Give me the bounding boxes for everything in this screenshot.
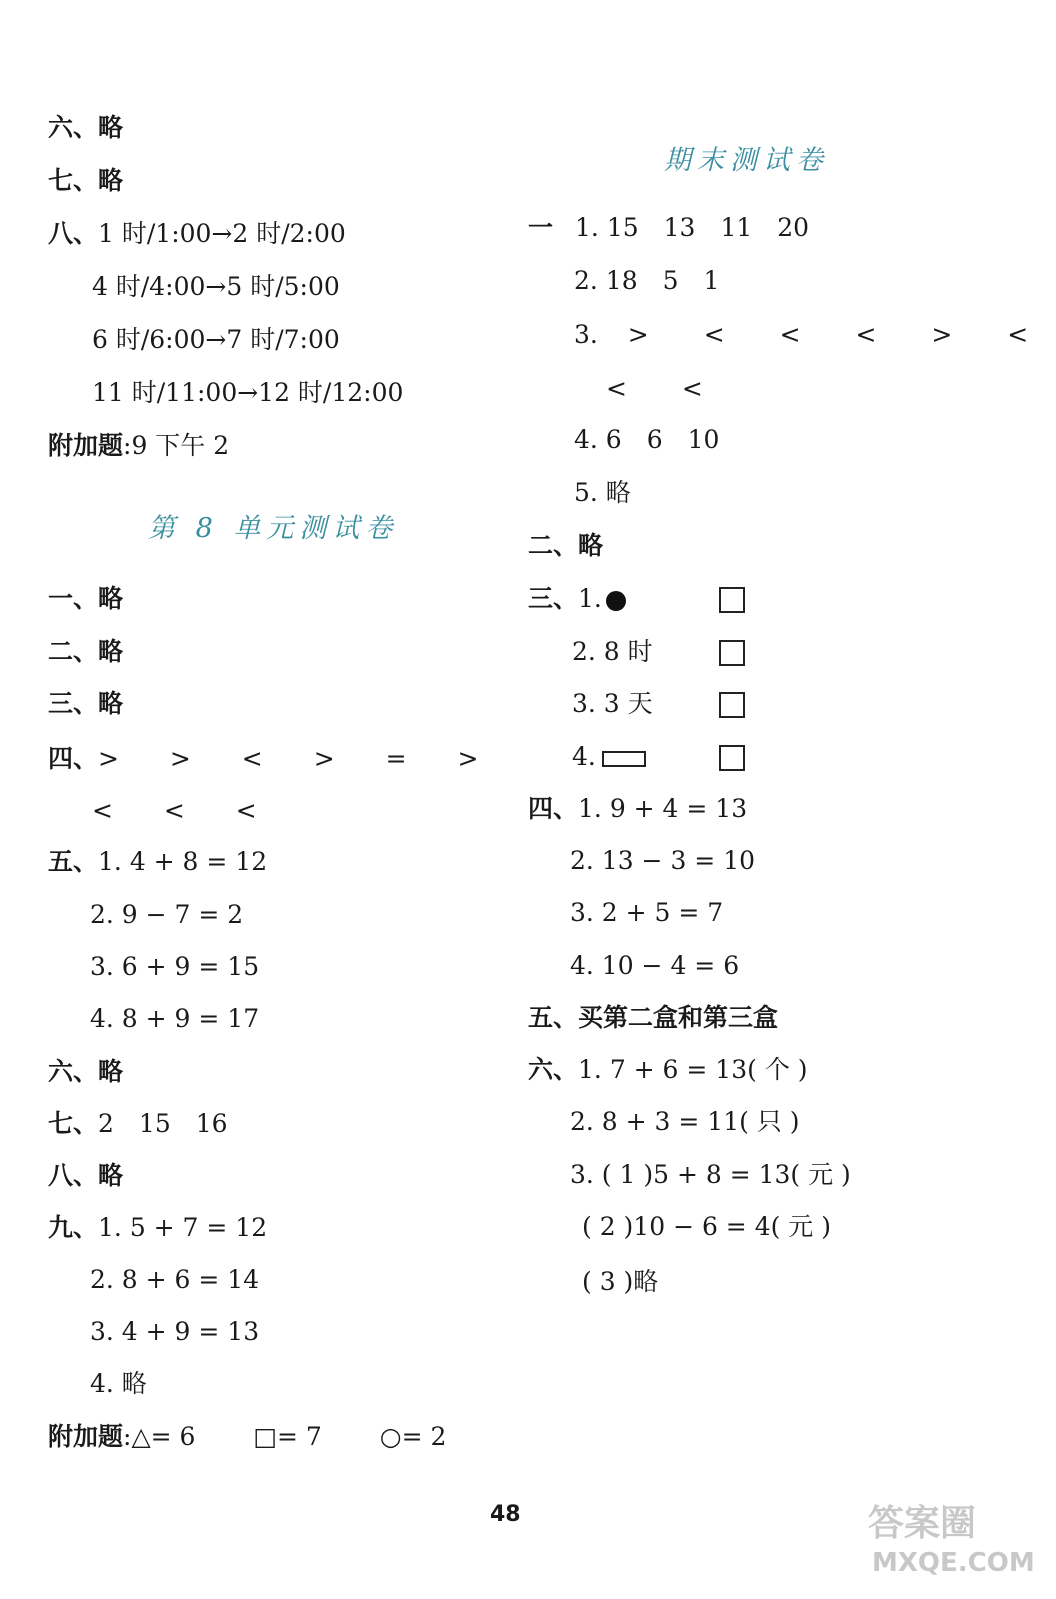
answer-line: 3. 2 + 5 = 7: [570, 898, 724, 927]
extra-question-line: 附加题:△= 6 □= 7 ○= 2: [48, 1422, 447, 1451]
section-title-final: 期末测试卷: [664, 145, 829, 176]
answer-line: 2. 18 5 1: [574, 266, 720, 295]
answer-line: 3. > < < < > <: [574, 320, 1029, 349]
watermark-logo: 答案圈: [868, 1503, 977, 1544]
answer-line: 八、1 时/1:00→2 时/2:00: [48, 219, 346, 248]
answer-line: ( 3 )略: [582, 1267, 659, 1296]
answer-line: 四、> > < > = >: [48, 744, 479, 773]
square-box-icon: [719, 745, 745, 771]
answer-line: 2. 8 + 3 = 11( 只 ): [570, 1107, 800, 1136]
watermark-url: MXQE.COM: [872, 1548, 1035, 1578]
answer-line: 2. 13 − 3 = 10: [570, 846, 756, 875]
answer-line: 七、略: [48, 166, 124, 195]
square-box-icon: [719, 640, 745, 666]
answer-line: 九、1. 5 + 7 = 12: [48, 1213, 268, 1242]
answer-line: 七、2 15 16: [48, 1109, 228, 1138]
answer-line: < <: [606, 374, 703, 403]
answer-line: 一、略: [48, 584, 124, 613]
answer-line: 六、略: [48, 113, 124, 142]
answer-line: 11 时/11:00→12 时/12:00: [92, 378, 404, 407]
answer-line: 三、略: [48, 689, 124, 718]
rectangle-icon: [602, 751, 646, 767]
answer-line: 2. 8 时: [572, 637, 653, 666]
answer-line: < < <: [92, 796, 257, 825]
answer-line: 六、1. 7 + 6 = 13( 个 ): [528, 1055, 808, 1084]
square-box-icon: [719, 587, 745, 613]
answer-line: 4. 8 + 9 = 17: [90, 1004, 260, 1033]
filled-circle-icon: [606, 591, 626, 611]
section-title-unit8: 第 8 单元测试卷: [148, 513, 399, 544]
answer-line: 3. 6 + 9 = 15: [90, 952, 260, 981]
square-box-icon: [719, 692, 745, 718]
answer-line: 4. 10 − 4 = 6: [570, 951, 740, 980]
answer-line: 一 1. 15 13 11 20: [528, 213, 810, 242]
answer-line: 4. 略: [90, 1369, 147, 1398]
answer-line: 三、1.: [528, 579, 626, 619]
answer-line: 四、1. 9 + 4 = 13: [528, 794, 748, 823]
answer-line: 5. 略: [574, 478, 631, 507]
answer-line: 五、1. 4 + 8 = 12: [48, 847, 268, 876]
answer-line: 3. 4 + 9 = 13: [90, 1317, 260, 1346]
answer-line: 2. 9 − 7 = 2: [90, 900, 244, 929]
answer-line: ( 2 )10 − 6 = 4( 元 ): [582, 1212, 832, 1241]
extra-question-line: 附加题:9 下午 2: [48, 431, 230, 460]
answer-line: 二、略: [528, 531, 604, 560]
answer-line: 六、略: [48, 1057, 124, 1086]
answer-line: 3. 3 天: [572, 689, 653, 718]
answer-line: 4 时/4:00→5 时/5:00: [92, 272, 340, 301]
answer-line: 2. 8 + 6 = 14: [90, 1265, 260, 1294]
answer-line: 4. 6 6 10: [574, 425, 720, 454]
page-number: 48: [490, 1502, 521, 1527]
answer-line: 4.: [572, 737, 646, 777]
answer-line: 6 时/6:00→7 时/7:00: [92, 325, 340, 354]
answer-line: 五、买第二盒和第三盒: [528, 1003, 779, 1032]
answer-line: 二、略: [48, 637, 124, 666]
answer-line: 八、略: [48, 1161, 124, 1190]
answer-line: 3. ( 1 )5 + 8 = 13( 元 ): [570, 1160, 851, 1189]
